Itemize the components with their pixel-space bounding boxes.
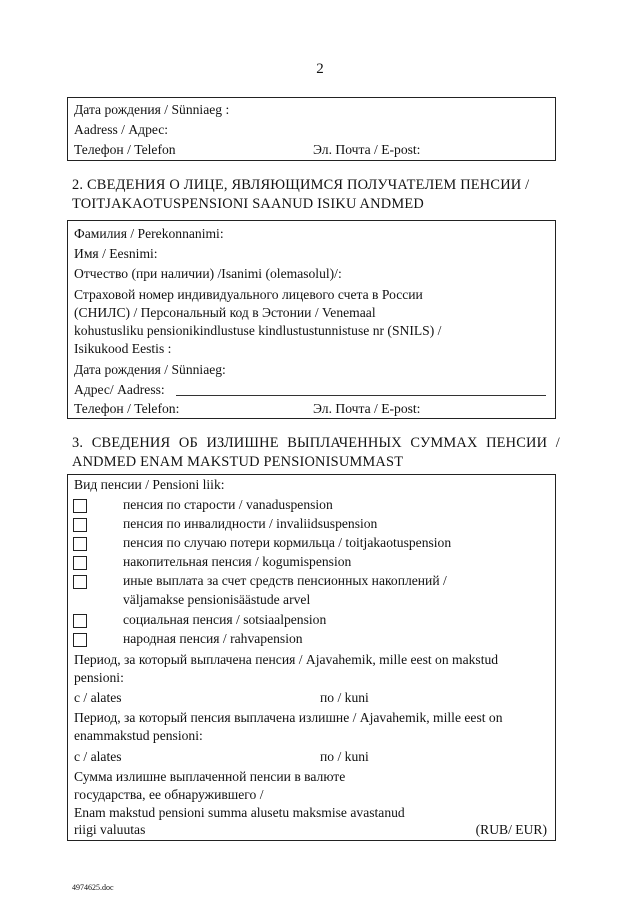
section2-heading-line1: 2. СВЕДЕНИЯ О ЛИЦЕ, ЯВЛЯЮЩИМСЯ ПОЛУЧАТЕЛЕМ ПЕНСИИ / xyxy=(72,177,530,193)
file-name-footer: 4974625.doc xyxy=(72,883,114,892)
period-paid-label: Период, за который выплачена пенсия / Ajavahemik, mille eest on makstud xyxy=(74,652,499,667)
birth-date-field[interactable]: Дата рождения / Sünniaeg : xyxy=(74,102,230,117)
amount-label-line1: Сумма излишне выплаченной пенсии в валюте xyxy=(74,769,346,784)
period-over-from[interactable]: с / alates xyxy=(74,749,122,764)
currency-label: (RUB/ EUR) xyxy=(475,822,547,837)
amount-field[interactable]: riigi valuutas xyxy=(74,822,146,837)
option-survivor: пенсия по случаю потери кормильца / toitjakaotuspension xyxy=(123,535,452,550)
email-field[interactable]: Эл. Почта / E-post: xyxy=(313,142,421,157)
checkbox-survivor[interactable] xyxy=(73,537,87,551)
option-national: народная пенсия / rahvapension xyxy=(123,631,303,646)
checkbox-disability[interactable] xyxy=(73,518,87,532)
period-over-label-line2: enammakstud pensioni: xyxy=(74,728,203,743)
first-name-field[interactable]: Имя / Eesnimi: xyxy=(74,246,158,261)
recipient-info-box xyxy=(67,220,556,419)
period-paid-from[interactable]: с / alates xyxy=(74,690,122,705)
checkbox-national[interactable] xyxy=(73,633,87,647)
address-underline xyxy=(176,395,546,396)
overpayment-info-box xyxy=(67,474,556,841)
section3-heading xyxy=(72,434,560,472)
option-disability: пенсия по инвалидности / invaliidsuspension xyxy=(123,516,378,531)
amount-label-line2: государства, ее обнаружившего / xyxy=(74,787,264,802)
option-old-age: пенсия по старости / vanaduspension xyxy=(123,497,333,512)
section2-heading-line2: TOITJAKAOTUSPENSIONI SAANUD ISIKU ANDMED xyxy=(72,196,424,212)
snils-field[interactable]: Isikukood Eestis : xyxy=(74,341,172,356)
period-paid-to[interactable]: по / kuni xyxy=(320,690,369,705)
option-social: социальная пенсия / sotsiaalpension xyxy=(123,612,327,627)
option-other-payment: иные выплата за счет средств пенсионных накоплений / xyxy=(123,573,447,588)
section3-heading-line1: 3. СВЕДЕНИЯ ОБ ИЗЛИШНЕ ВЫПЛАЧЕННЫХ СУММАХ ПЕНСИИ / xyxy=(72,435,560,451)
section2-heading xyxy=(72,176,560,214)
period-over-label: Период, за который пенсия выплачена излишне / Ajavahemik, mille eest on xyxy=(74,710,503,725)
checkbox-other-payment[interactable] xyxy=(73,575,87,589)
page-number: 2 xyxy=(316,61,324,77)
birth-date-field-2[interactable]: Дата рождения / Sünniaeg: xyxy=(74,362,226,377)
option-funded: накопительная пенсия / kogumispension xyxy=(123,554,352,569)
section3-heading-line2: ANDMED ENAM MAKSTUD PENSIONISUMMAST xyxy=(72,454,404,470)
phone-field-2[interactable]: Телефон / Telefon: xyxy=(74,401,180,416)
option-other-payment-line2: väljamakse pensionisäästude arvel xyxy=(123,592,311,607)
pension-type-label: Вид пенсии / Pensioni liik: xyxy=(74,477,225,492)
phone-field[interactable]: Телефон / Telefon xyxy=(74,142,176,157)
email-field-2[interactable]: Эл. Почта / E-post: xyxy=(313,401,421,416)
checkbox-funded[interactable] xyxy=(73,556,87,570)
checkbox-old-age[interactable] xyxy=(73,499,87,513)
checkbox-social[interactable] xyxy=(73,614,87,628)
patronymic-field[interactable]: Отчество (при наличии) /Isanimi (olemasolul)/: xyxy=(74,266,342,281)
snils-label-line2: (СНИЛС) / Персональный код в Эстонии / Venemaal xyxy=(74,305,376,320)
contact-info-box xyxy=(67,97,556,161)
address-field-2[interactable]: Адрес/ Aadress: xyxy=(74,382,165,397)
surname-field[interactable]: Фамилия / Perekonnanimi: xyxy=(74,226,224,241)
amount-label-line3: Enam makstud pensioni summa alusetu maksmise avastanud xyxy=(74,805,405,820)
address-field[interactable]: Aadress / Адрес: xyxy=(74,122,169,137)
snils-label-line3: kohustusliku pensionikindlustuse kindlustustunnistuse nr (SNILS) / xyxy=(74,323,442,338)
period-paid-label-line2: pensioni: xyxy=(74,670,124,685)
snils-label-line1: Страховой номер индивидуального лицевого счета в России xyxy=(74,287,423,302)
period-over-to[interactable]: по / kuni xyxy=(320,749,369,764)
